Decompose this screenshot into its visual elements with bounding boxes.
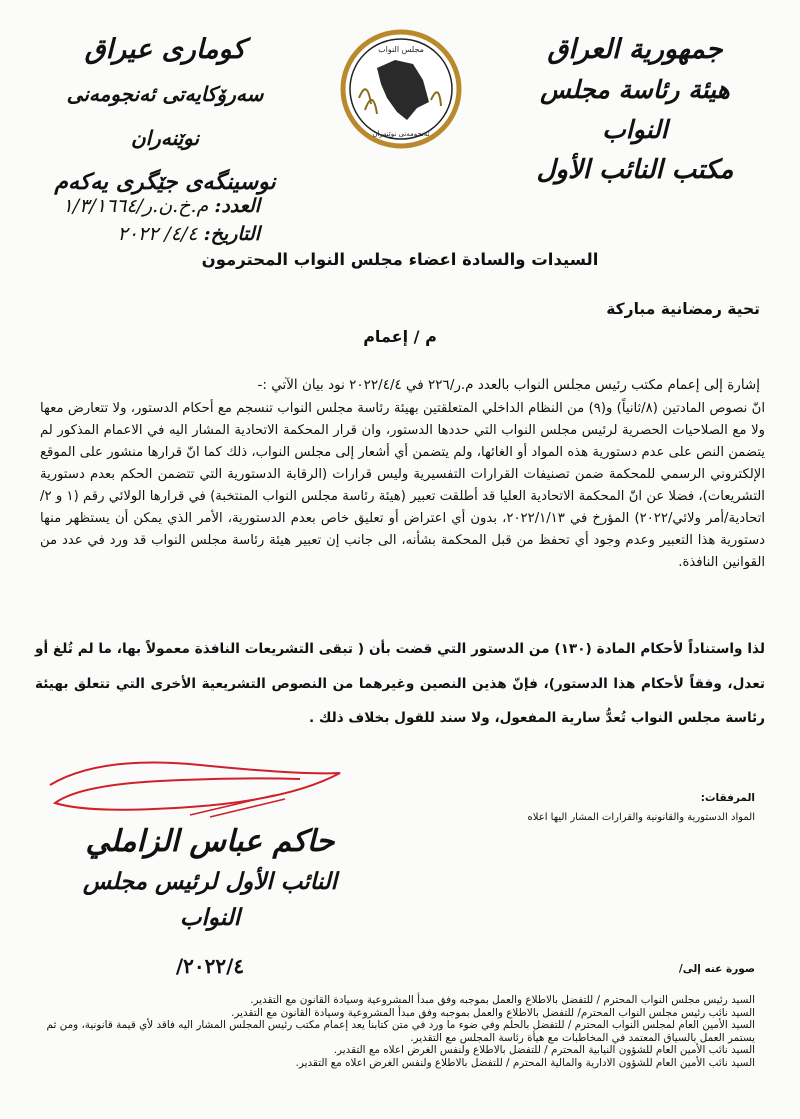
logo-text-top: مجلس النواب: [378, 45, 424, 54]
copies-heading: صورة عنه إلى/: [678, 963, 755, 975]
office-name: مكتب النائب الأول: [536, 155, 734, 185]
copy-item: السيد رئيس مجلس النواب المحترم / للتفضل بالاطلاع والعمل بموجبه وفق مبدأ المشروعية وسيادة القانون مع التقدير.: [250, 994, 755, 1006]
parliament-logo: [337, 28, 465, 150]
copy-item: السيد الأمين العام لمجلس النواب المحترم / للتفضل بالحلم وفي ضوء ما ورد في متن كتابنا يعد إعمام مكتب رئيس المجلس المشار اليه فاقد لأي قيمة قانونية، ومن ثم يستمر العمل بالسياق المعتمد في المخاطبات مع هيأة رئاسة المجلس مع التقدير.: [46, 1019, 755, 1044]
copy-item: السيد نائب الأمين العام للشؤون الادارية والمالية المحترم / للتفضل بالاطلاع ولنفس الغرض اعلاه مع التقدير.: [295, 1056, 755, 1069]
signature-date: ٢٠٢٢/٤/: [175, 954, 245, 978]
signatory-title: النائب الأول لرئيس مجلس النواب: [82, 868, 338, 931]
intro-line: إشارة إلى إعمام مكتب رئيس مجلس النواب بالعدد م.ر/٢٢٦ في ٢٠٢٢/٤/٤ نود بيان الآتي :-: [257, 377, 760, 393]
council-presidency: هيئة رئاسة مجلس النواب: [540, 75, 730, 144]
signature-block: [70, 820, 350, 986]
copies-list: [40, 994, 755, 1069]
reference-date: ٤/٤/ ٢٠٢٢: [117, 223, 198, 245]
greeting: تحية رمضانية مباركة: [606, 300, 760, 318]
subject-line: م / إعمام: [363, 327, 437, 346]
signatory-name: حاكم عباس الزاملي: [85, 824, 335, 859]
copy-item: السيد نائب الأمين العام للشؤون النيابية المحترم / للتفضل بالاطلاع ولنفس الغرض اعلاه مع التقدير.: [333, 1044, 755, 1056]
letterhead-arabic: [510, 30, 760, 190]
country-name: جمهورية العراق: [547, 34, 723, 65]
reference-number-label: العدد:: [214, 195, 260, 217]
reference-date-label: التاريخ:: [203, 223, 260, 245]
reference-block: [20, 192, 260, 248]
council-presidency-kurdish: سەرۆكایەتی ئەنجومەنی نوێنەران: [66, 82, 264, 150]
copy-item: السيد نائب رئيس مجلس النواب المحترم/ للتفضل بالاطلاع والعمل بموجبه وفق مبدأ المشروعية وسيادة القانون مع التقدير.: [231, 1006, 755, 1019]
addressee: السيدات والسادة اعضاء مجلس النواب المحترمون: [201, 250, 599, 269]
letterhead-kurdish: [30, 28, 300, 204]
body-paragraph-2: لذا واستناداً لأحكام المادة (١٣٠) من الدستور التي قضت بأن ( تبقى التشريعات النافذة معمولاً بها، ما لم تُلغ أو تعدل، وفقاً لأحكام هذا الدستور)، فإنّ هذين النصين وغيرهما من النصوص التشريعية الأخرى التي تتعلق بهيئة رئاسة مجلس النواب تُعدُّ سارية المفعول، ولا سند للقول بخلاف ذلك .: [35, 641, 765, 726]
attachments-heading: المرفقات:: [700, 792, 755, 804]
reference-number: م.خ.ن.ر/١/٣/١٦٦٤: [62, 195, 209, 217]
body-paragraph-1: انّ نصوص المادتين (٨/ثانياً) و(٩) من النظام الداخلي المتعلقتين بهيئة رئاسة مجلس النواب تنسجم مع أحكام الدستور، ولا تتعارض معها ولا مع الصلاحيات الحصرية لرئيس مجلس النواب التي حددها الدستور، وان قرار المحكمة الاتحادية المشار اليه في الاعمام المذكور لم يتضمن النص على عدم دستورية هذه المواد أو الغائها، ولم يتضمن أي أشعار إلى مجلس النواب، ذلك كما انّ قرارها منشور على الموقع الإلكتروني الرسمي للمحكمة ضمن تصنيفات القرارات التفسيرية وليس قرارات (الرقابة الدستورية التي تتضمن الحكم بعدم دستورية التشريعات)، فضلا عن انّ المحكمة الاتحادية العليا قد أطلقت تعبير (هيئة رئاسة مجلس النواب المنتخبة) في قرارها الولائي رقم (١ و ٢/اتحادية/أمر ولائي/٢٠٢٢) المؤرخ في ٢٠٢٢/١/١٣، بدون أي اعتراض أو تعليق خاص بعدم الدستورية، الأمر الذي يمكن أن يستظهر منها دستورية هذا التعبير وعدم وجود أي تحفظ من قبل المحكمة بشأنه، الى جانب إن تعبير هيئة رئاسة مجلس النواب قد ورد في عدد من القوانين النافذة.: [40, 401, 765, 570]
attachments-text: المواد الدستورية والقانونية والقرارات المشار اليها اعلاه: [527, 812, 755, 823]
office-name-kurdish: نوسینگەی جێگری یەكەم: [54, 169, 276, 195]
logo-text-bottom: ئەنجومەنی نوێنەران: [372, 130, 430, 138]
country-name-kurdish: كوماری عيراق: [84, 34, 246, 65]
